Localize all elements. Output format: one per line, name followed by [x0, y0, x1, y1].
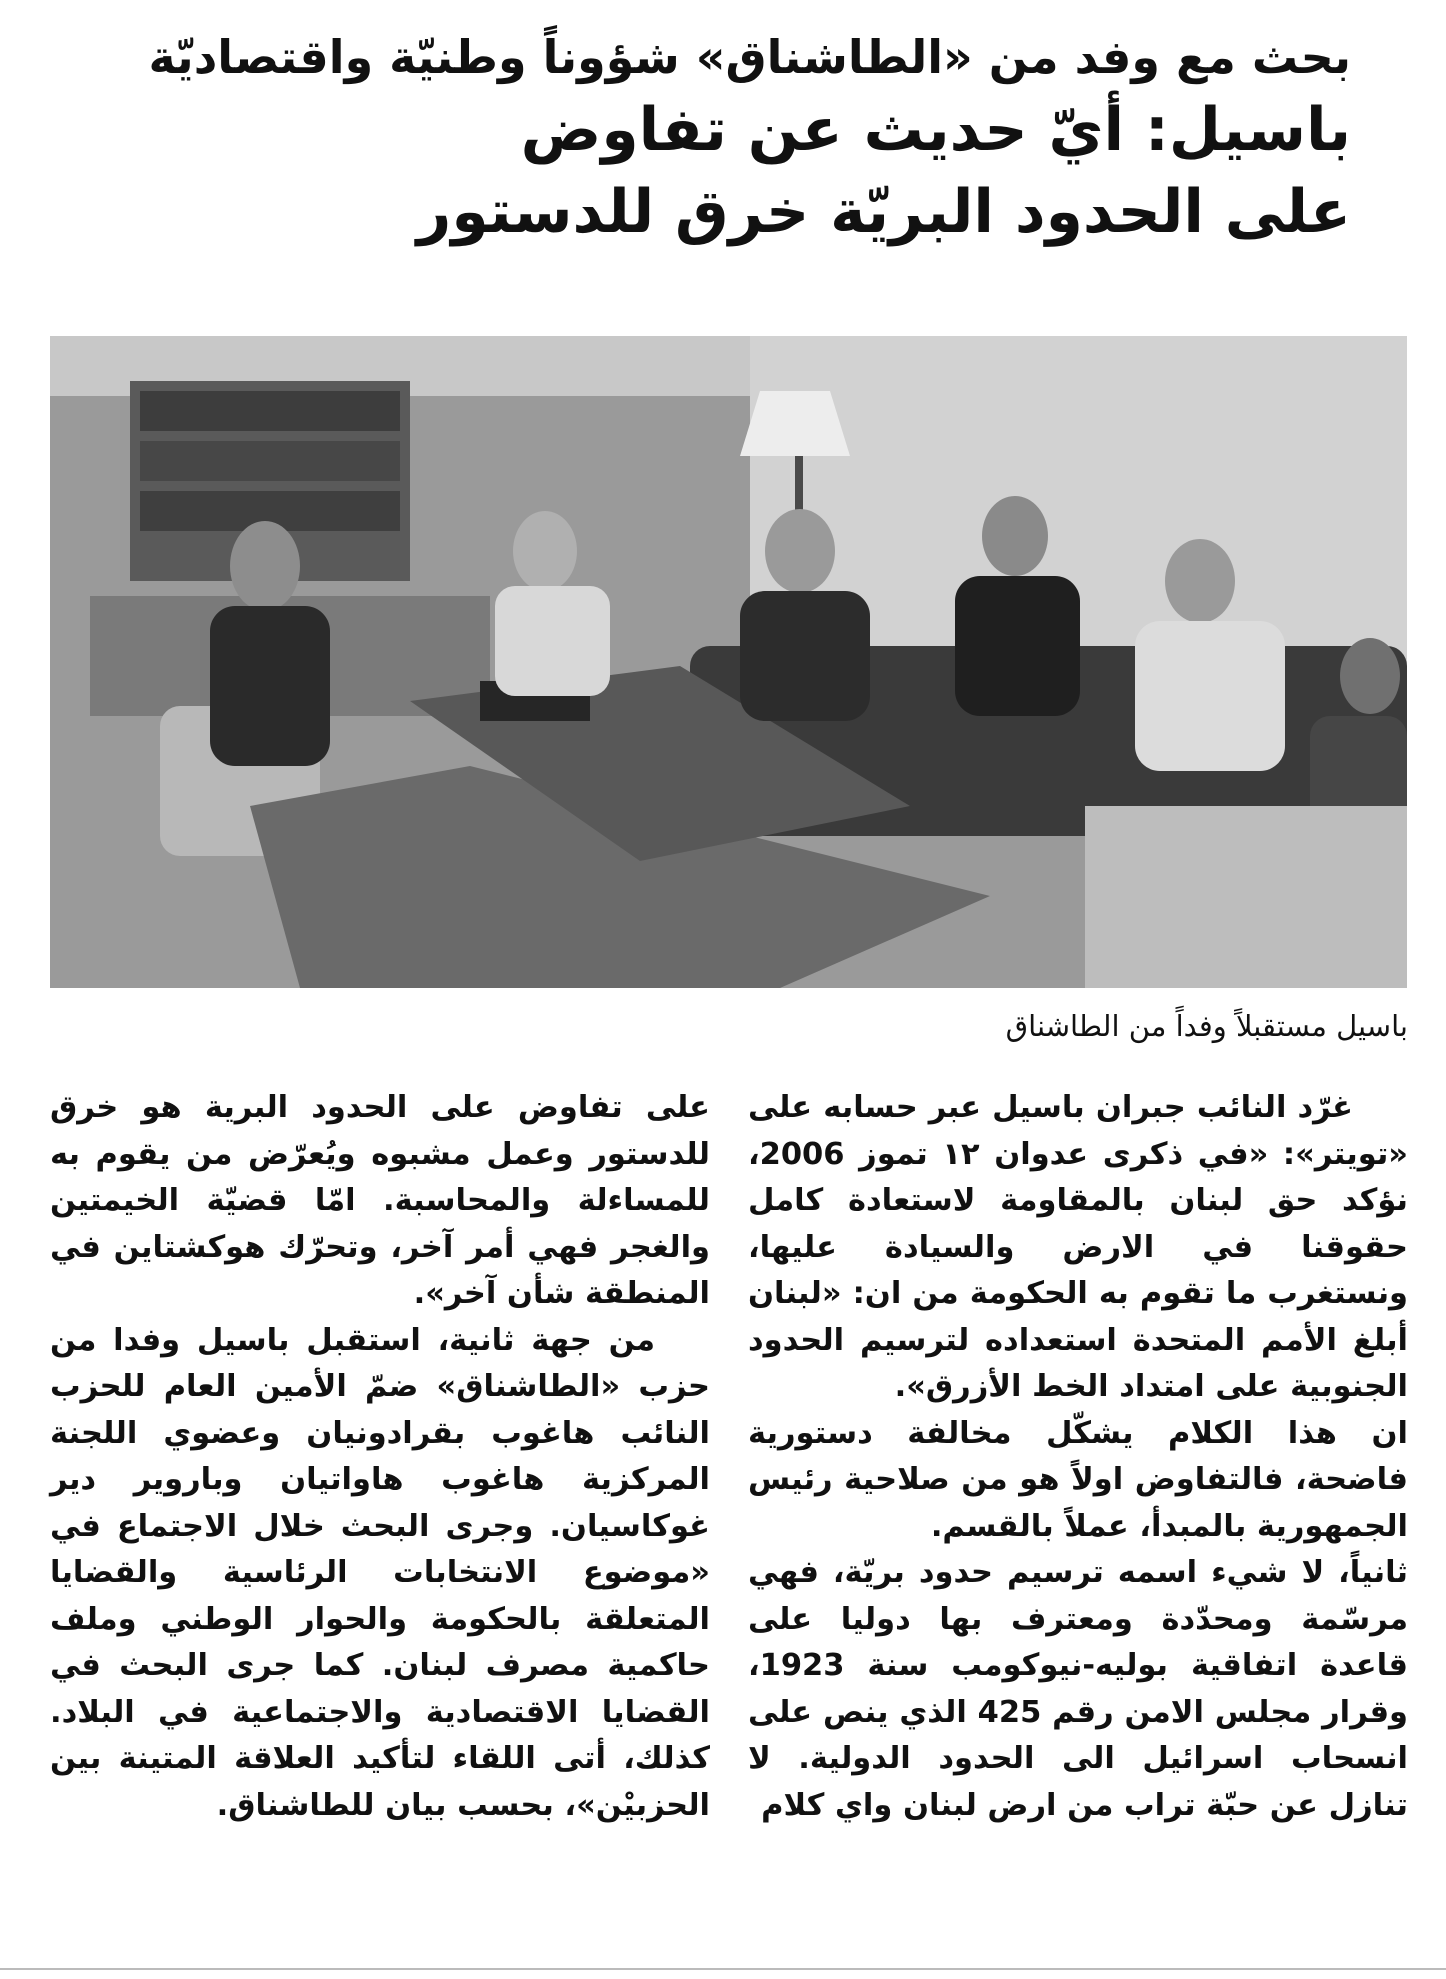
article-column-left — [50, 1085, 710, 1829]
headline-main-line-2: على الحدود البريّة خرق للدستور — [416, 177, 1351, 247]
headline — [95, 25, 1351, 253]
paragraph: من جهة ثانية، استقبل باسيل وفدا من حزب «الطاشناق» ضمّ الأمين العام للحزب النائب هاغوب بقرادونيان وعضوي اللجنة المركزية هاغوب هاواتيان وباروير دير غوكاسيان. وجرى البحث خلال الاجتماع في «موضوع الانتخابات الرئاسية والقضايا المتعلقة بالحكومة والحوار الوطني وملف حاكمية مصرف لبنان. كما جرى البحث في القضايا الاقتصادية والاجتماعية في البلاد. كذلك، أتى اللقاء لتأكيد العلاقة المتينة بين الحزبيْن»، بحسب بيان للطاشناق. — [50, 1322, 710, 1823]
photo-caption: باسيل مستقبلاً وفداً من الطاشناق — [1005, 1009, 1408, 1043]
headline-main-line-1: باسيل: أيّ حديث عن تفاوض — [520, 95, 1351, 165]
headline-kicker: بحث مع وفد من «الطاشناق» شؤوناً وطنيّة واقتصاديّة — [148, 30, 1351, 84]
paragraph: غرّد النائب جبران باسيل عبر حسابه على «تويتر»: «في ذكرى عدوان ١٢ تموز 2006، نؤكد حق لبنان بالمقاومة لاستعادة كامل حقوقنا في الارض والسيادة عليها، ونستغرب ما تقوم به الحكومة من ان: «لبنان أبلغ الأمم المتحدة استعداده لترسيم الحدود الجنوبية على امتداد الخط الأزرق». — [748, 1090, 1408, 1404]
paragraph: ثانياً، لا شيء اسمه ترسيم حدود بريّة، فهي مرسّمة ومحدّدة ومعترف بها دوليا على قاعدة اتفاقية بوليه-نيوكومب سنة 1923، وقرار مجلس الامن رقم 425 الذي ينص على انسحاب اسرائيل الى الحدود الدولية. لا تنازل عن حبّة تراب من ارض لبنان واي كلام — [748, 1555, 1408, 1823]
meeting-photo-illustration — [50, 336, 1407, 988]
bottom-divider — [0, 1968, 1446, 1970]
article-column-right — [748, 1085, 1408, 1829]
article-photo — [50, 336, 1407, 988]
paragraph: على تفاوض على الحدود البرية هو خرق للدستور وعمل مشبوه ويُعرّض من يقوم به للمساءلة والمحاسبة. امّا قضيّة الخيمتين والغجر فهي أمر آخر، وتحرّك هوكشتاين في المنطقة شأن آخر». — [50, 1090, 710, 1311]
paragraph: ان هذا الكلام يشكّل مخالفة دستورية فاضحة، فالتفاوض اولاً هو من صلاحية رئيس الجمهورية بالمبدأ، عملاً بالقسم. — [748, 1415, 1408, 1544]
